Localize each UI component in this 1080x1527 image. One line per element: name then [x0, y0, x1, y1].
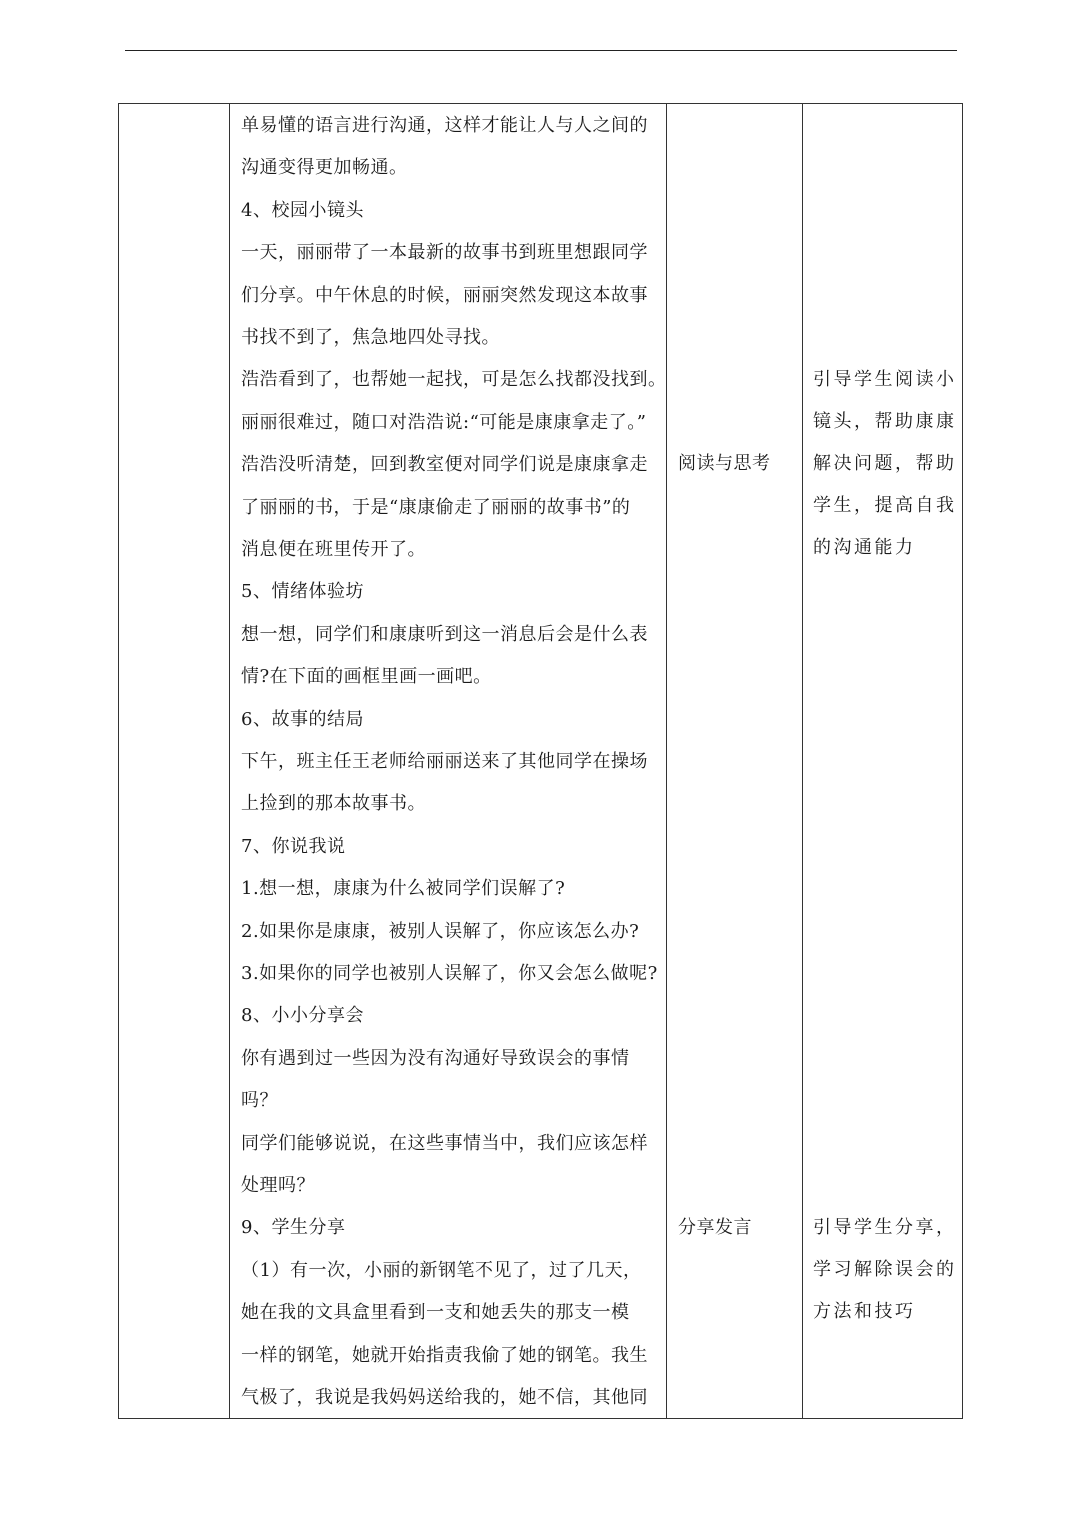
- activity-reading: 阅读与思考: [678, 453, 771, 474]
- column-divider-1: [229, 104, 230, 1418]
- content-line: 浩浩没听清楚，回到教室便对同学们说是康康拿走: [241, 454, 648, 476]
- intent-line: 学生，提高自我: [813, 495, 957, 516]
- column-divider-2: [666, 104, 667, 1418]
- content-line: 你有遇到过一些因为没有沟通好导致误会的事情: [241, 1047, 630, 1069]
- content-line: 处理吗？: [241, 1175, 315, 1196]
- content-line: 同学们能够说说，在这些事情当中，我们应该怎样: [241, 1132, 648, 1154]
- activity-sharing: 分享发言: [678, 1217, 752, 1238]
- column-divider-3: [802, 104, 803, 1418]
- intent-line: 引导学生阅读小: [813, 369, 957, 390]
- content-line: 吗？: [241, 1090, 278, 1112]
- content-line: 她在我的文具盒里看到一支和她丢失的那支一模: [241, 1302, 630, 1324]
- content-line: 9、学生分享: [241, 1217, 346, 1239]
- content-line: 想一想，同学们和康康听到这一消息后会是什么表: [241, 623, 648, 645]
- content-line: 单易懂的语言进行沟通，这样才能让人与人之间的: [241, 115, 648, 136]
- content-line: 情?在下面的画框里画一画吧。: [241, 666, 492, 688]
- content-line: （1）有一次，小丽的新钢笔不见了，过了几天，: [241, 1259, 642, 1281]
- intent-line: 学习解除误会的: [813, 1259, 957, 1280]
- intent-line: 引导学生分享，: [813, 1217, 957, 1238]
- lesson-table: [118, 103, 963, 1419]
- content-line: 一天，丽丽带了一本最新的故事书到班里想跟同学: [241, 242, 648, 264]
- content-line: 1.想一想，康康为什么被同学们误解了?: [241, 878, 566, 900]
- content-line: 消息便在班里传开了。: [241, 539, 426, 560]
- content-line: 丽丽很难过，随口对浩浩说:“可能是康康拿走了。”: [241, 411, 647, 433]
- content-line: 2.如果你是康康，被别人误解了，你应该怎么办?: [241, 920, 640, 942]
- content-line: 了丽丽的书，于是“康康偷走了丽丽的故事书”的: [241, 496, 631, 518]
- intent-line: 方法和技巧: [813, 1301, 916, 1322]
- intent-line: 镜头，帮助康康: [813, 411, 957, 432]
- content-line: 3.如果你的同学也被别人误解了，你又会怎么做呢?: [241, 963, 658, 984]
- content-line: 书找不到了，焦急地四处寻找。: [241, 327, 500, 348]
- content-line: 沟通变得更加畅通。: [241, 157, 408, 179]
- content-line: 8、小小分享会: [241, 1005, 364, 1027]
- content-line: 5、情绪体验坊: [241, 581, 364, 603]
- content-line: 4、校园小镜头: [241, 199, 364, 221]
- content-line: 气极了，我说是我妈妈送给我的，她不信，其他同: [241, 1387, 648, 1408]
- header-rule: [125, 50, 957, 51]
- content-line: 浩浩看到了，也帮她一起找，可是怎么找都没找到。: [241, 369, 667, 391]
- content-line: 一样的钢笔，她就开始指责我偷了她的钢笔。我生: [241, 1344, 648, 1366]
- content-line: 们分享。中午休息的时候，丽丽突然发现这本故事: [241, 284, 648, 306]
- content-line: 下午，班主任王老师给丽丽送来了其他同学在操场: [241, 751, 648, 772]
- content-line: 上捡到的那本故事书。: [241, 793, 426, 815]
- intent-line: 的沟通能力: [813, 537, 916, 558]
- content-line: 6、故事的结局: [241, 708, 364, 730]
- intent-line: 解决问题，帮助: [813, 453, 957, 474]
- content-line: 7、你说我说: [241, 835, 346, 857]
